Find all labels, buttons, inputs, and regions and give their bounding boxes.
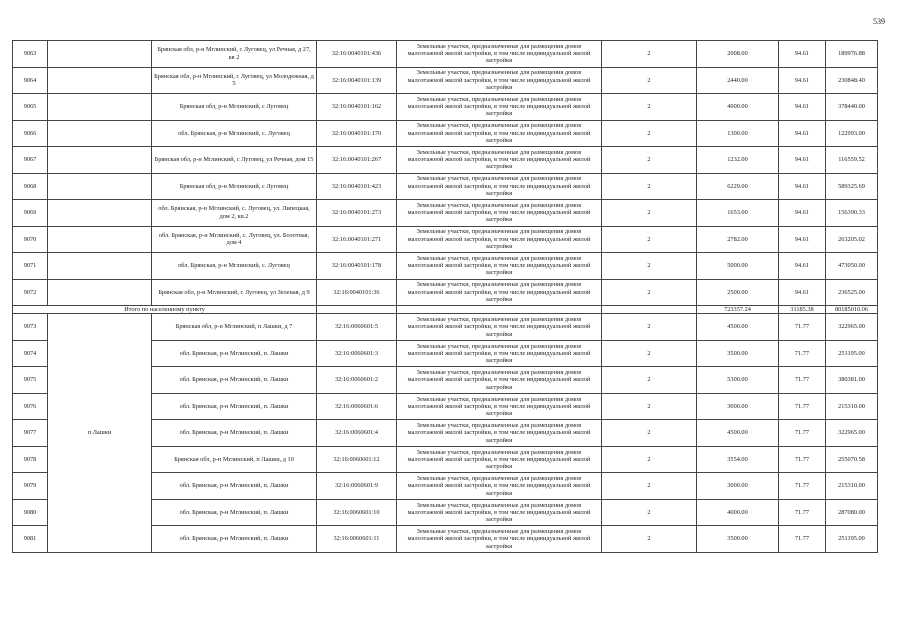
rate-cell: 94.61 <box>779 173 826 200</box>
row-number: 9064 <box>13 67 48 94</box>
settlement-cell <box>48 67 152 94</box>
address-cell: обл. Брянская, р-н Мглинский, п. Лашки <box>152 393 317 420</box>
address-cell: Брянская обл, р-н Мглинский, с Луговец, ул Речная, дом 15 <box>152 147 317 174</box>
cadastral-number: 32:16:0060601:10 <box>317 499 397 526</box>
category-cell: 2 <box>602 393 697 420</box>
address-cell: обл. Брянская, р-н Мглинский, п. Лашки <box>152 526 317 553</box>
address-cell: Брянская обл, р-н Мглинский, с Луговец, ул Зеленая, д 9 <box>152 279 317 306</box>
purpose-cell: Земельные участки, предназначенные для размещения домов малоэтажной жилой застройки, в том числе индивидуальной жилой застройки <box>397 314 602 341</box>
area-cell: 3500.00 <box>697 526 779 553</box>
cadastral-value: 322965.00 <box>826 420 878 447</box>
table-row <box>13 41 878 68</box>
row-number: 9071 <box>13 253 48 280</box>
rate-cell: 71.77 <box>779 526 826 553</box>
category-cell: 2 <box>602 314 697 341</box>
purpose-cell: Земельные участки, предназначенные для размещения домов малоэтажной жилой застройки, в том числе индивидуальной жилой застройки <box>397 473 602 500</box>
cadastral-number: 32:16:0040101:273 <box>317 200 397 227</box>
rate-cell: 94.61 <box>779 94 826 121</box>
settlement-cell <box>48 41 152 68</box>
row-number: 9072 <box>13 279 48 306</box>
subtotal-label: Итого по населенному пункту <box>13 306 317 314</box>
rate-cell: 71.77 <box>779 340 826 367</box>
cadastral-number: 32:16:0060601:2 <box>317 367 397 394</box>
rate-cell: 94.61 <box>779 279 826 306</box>
row-number: 9080 <box>13 499 48 526</box>
category-cell: 2 <box>602 173 697 200</box>
row-number: 9063 <box>13 41 48 68</box>
area-cell: 6229.00 <box>697 173 779 200</box>
cadastral-number: 32:16:0040101:271 <box>317 226 397 253</box>
table-row <box>13 147 878 174</box>
table-row <box>13 173 878 200</box>
rate-cell: 71.77 <box>779 499 826 526</box>
cadastral-value: 473050.00 <box>826 253 878 280</box>
cadastral-value: 380381.00 <box>826 367 878 394</box>
table-row <box>13 279 878 306</box>
subtotal-section <box>13 306 878 314</box>
rate-cell: 94.61 <box>779 147 826 174</box>
cadastral-value: 122993.00 <box>826 120 878 147</box>
purpose-cell: Земельные участки, предназначенные для размещения домов малоэтажной жилой застройки, в том числе индивидуальной жилой застройки <box>397 67 602 94</box>
cadastral-value: 287080.00 <box>826 499 878 526</box>
address-cell: обл. Брянская, р-н Мглинский, п. Лашки <box>152 473 317 500</box>
row-number: 9069 <box>13 200 48 227</box>
cadastral-number: 32:16:0060601:6 <box>317 393 397 420</box>
subtotal-empty-3 <box>602 306 697 314</box>
area-cell: 4500.00 <box>697 420 779 447</box>
purpose-cell: Земельные участки, предназначенные для размещения домов малоэтажной жилой застройки, в том числе индивидуальной жилой застройки <box>397 340 602 367</box>
cadastral-number: 32:16:0060601:11 <box>317 526 397 553</box>
table-row <box>13 120 878 147</box>
cadastral-number: 32:16:0040101:139 <box>317 67 397 94</box>
cadastral-number: 32:16:0040101:267 <box>317 147 397 174</box>
page-number: 539 <box>873 17 885 26</box>
table-row <box>13 67 878 94</box>
cadastral-number: 32:16:0040101:36 <box>317 279 397 306</box>
category-cell: 2 <box>602 473 697 500</box>
area-cell: 3000.00 <box>697 473 779 500</box>
area-cell: 4000.00 <box>697 94 779 121</box>
settlement-cell <box>48 226 152 253</box>
rate-cell: 94.61 <box>779 67 826 94</box>
table-row <box>13 253 878 280</box>
category-cell: 2 <box>602 147 697 174</box>
area-cell: 3554.00 <box>697 446 779 473</box>
cadastral-number: 32:16:0040101:423 <box>317 173 397 200</box>
category-cell: 2 <box>602 253 697 280</box>
category-cell: 2 <box>602 446 697 473</box>
area-cell: 2008.00 <box>697 41 779 68</box>
cadastral-value: 378440.00 <box>826 94 878 121</box>
purpose-cell: Земельные участки, предназначенные для размещения домов малоэтажной жилой застройки, в том числе индивидуальной жилой застройки <box>397 393 602 420</box>
address-cell: Брянская обл, р-н Мглинский, с Луговец <box>152 173 317 200</box>
rate-cell: 71.77 <box>779 420 826 447</box>
subtotal-value: 80185010.06 <box>826 306 878 314</box>
subtotal-area: 723357.24 <box>697 306 779 314</box>
row-number: 9081 <box>13 526 48 553</box>
cadastral-value: 215310.00 <box>826 393 878 420</box>
address-cell: обл. Брянская, р-н Мглинский, п. Лашки <box>152 367 317 394</box>
row-number: 9065 <box>13 94 48 121</box>
settlement-name: п Лашки <box>48 314 152 553</box>
address-cell: Брянская обл, р-н Мглинский, с Луговец, ул Речная, д 27, кв 2 <box>152 41 317 68</box>
cadastral-number: 32:16:0040101:178 <box>317 253 397 280</box>
cadastral-number: 32:16:0060601:9 <box>317 473 397 500</box>
rate-cell: 94.61 <box>779 41 826 68</box>
category-cell: 2 <box>602 340 697 367</box>
purpose-cell: Земельные участки, предназначенные для размещения домов малоэтажной жилой застройки, в том числе индивидуальной жилой застройки <box>397 367 602 394</box>
cadastral-number: 32:16:0040101:170 <box>317 120 397 147</box>
category-cell: 2 <box>602 41 697 68</box>
purpose-cell: Земельные участки, предназначенные для размещения домов малоэтажной жилой застройки, в том числе индивидуальной жилой застройки <box>397 253 602 280</box>
cadastral-value: 230848.40 <box>826 67 878 94</box>
settlement-cell <box>48 200 152 227</box>
cadastral-number: 32:16:0040101:436 <box>317 41 397 68</box>
rate-cell: 94.61 <box>779 120 826 147</box>
subtotal-empty-1 <box>317 306 397 314</box>
area-cell: 5000.00 <box>697 253 779 280</box>
rate-cell: 71.77 <box>779 314 826 341</box>
cadastral-value: 589325.69 <box>826 173 878 200</box>
row-number: 9077 <box>13 420 48 447</box>
purpose-cell: Земельные участки, предназначенные для размещения домов малоэтажной жилой застройки, в том числе индивидуальной жилой застройки <box>397 499 602 526</box>
category-cell: 2 <box>602 120 697 147</box>
group1-rows <box>13 41 878 306</box>
address-cell: Брянская обл, р-н Мглинский, с Луговец, ул Молодежная, д 5 <box>152 67 317 94</box>
cadastral-value: 322965.00 <box>826 314 878 341</box>
purpose-cell: Земельные участки, предназначенные для размещения домов малоэтажной жилой застройки, в том числе индивидуальной жилой застройки <box>397 446 602 473</box>
row-number: 9078 <box>13 446 48 473</box>
rate-cell: 71.77 <box>779 473 826 500</box>
rate-cell: 94.61 <box>779 253 826 280</box>
category-cell: 2 <box>602 420 697 447</box>
table-row <box>13 200 878 227</box>
purpose-cell: Земельные участки, предназначенные для размещения домов малоэтажной жилой застройки, в том числе индивидуальной жилой застройки <box>397 200 602 227</box>
area-cell: 3500.00 <box>697 340 779 367</box>
row-number: 9075 <box>13 367 48 394</box>
cadastral-value: 156390.33 <box>826 200 878 227</box>
purpose-cell: Земельные участки, предназначенные для размещения домов малоэтажной жилой застройки, в том числе индивидуальной жилой застройки <box>397 147 602 174</box>
address-cell: обл. Брянская, р-н Мглинский, п. Лашки <box>152 420 317 447</box>
purpose-cell: Земельные участки, предназначенные для размещения домов малоэтажной жилой застройки, в том числе индивидуальной жилой застройки <box>397 173 602 200</box>
address-cell: обл. Брянская, р-н Мглинский, п. Лашки <box>152 340 317 367</box>
cadastral-value: 189976.88 <box>826 41 878 68</box>
area-cell: 1232.00 <box>697 147 779 174</box>
settlement-cell <box>48 147 152 174</box>
area-cell: 1653.00 <box>697 200 779 227</box>
cadastral-number: 32:16:0060601:5 <box>317 314 397 341</box>
row-number: 9067 <box>13 147 48 174</box>
row-number: 9079 <box>13 473 48 500</box>
address-cell: обл. Брянская, р-н Мглинский, с. Луговец, ул. Липецкая, дом 2, кв.2 <box>152 200 317 227</box>
row-number: 9074 <box>13 340 48 367</box>
purpose-cell: Земельные участки, предназначенные для размещения домов малоэтажной жилой застройки, в том числе индивидуальной жилой застройки <box>397 41 602 68</box>
settlement-cell <box>48 253 152 280</box>
group2-rows <box>13 314 878 553</box>
row-number: 9070 <box>13 226 48 253</box>
cadastral-value: 236525.00 <box>826 279 878 306</box>
category-cell: 2 <box>602 67 697 94</box>
row-number: 9076 <box>13 393 48 420</box>
purpose-cell: Земельные участки, предназначенные для размещения домов малоэтажной жилой застройки, в том числе индивидуальной жилой застройки <box>397 94 602 121</box>
cadastral-value: 263205.02 <box>826 226 878 253</box>
area-cell: 2782.00 <box>697 226 779 253</box>
subtotal-row <box>13 306 878 314</box>
area-cell: 3000.00 <box>697 393 779 420</box>
cadastral-value: 116559.52 <box>826 147 878 174</box>
purpose-cell: Земельные участки, предназначенные для размещения домов малоэтажной жилой застройки, в том числе индивидуальной жилой застройки <box>397 420 602 447</box>
area-cell: 2440.00 <box>697 67 779 94</box>
row-number: 9068 <box>13 173 48 200</box>
cadastral-number: 32:16:0060601:12 <box>317 446 397 473</box>
cadastral-number: 32:16:0060601:3 <box>317 340 397 367</box>
table-row <box>13 314 878 341</box>
cadastral-value: 255070.58 <box>826 446 878 473</box>
purpose-cell: Земельные участки, предназначенные для размещения домов малоэтажной жилой застройки, в том числе индивидуальной жилой застройки <box>397 120 602 147</box>
purpose-cell: Земельные участки, предназначенные для размещения домов малоэтажной жилой застройки, в том числе индивидуальной жилой застройки <box>397 279 602 306</box>
cadastral-value: 215310.00 <box>826 473 878 500</box>
subtotal-rate: 31185.38 <box>779 306 826 314</box>
category-cell: 2 <box>602 94 697 121</box>
area-cell: 5300.00 <box>697 367 779 394</box>
address-cell: Брянская обл, р-н Мглинский, п Лашки, д 7 <box>152 314 317 341</box>
settlement-cell <box>48 279 152 306</box>
subtotal-empty-2 <box>397 306 602 314</box>
cadastral-number: 32:16:0040101:162 <box>317 94 397 121</box>
cadastral-number: 32:16:0060601:4 <box>317 420 397 447</box>
area-cell: 4500.00 <box>697 314 779 341</box>
purpose-cell: Земельные участки, предназначенные для размещения домов малоэтажной жилой застройки, в том числе индивидуальной жилой застройки <box>397 226 602 253</box>
table-row <box>13 94 878 121</box>
settlement-cell <box>48 94 152 121</box>
settlement-cell <box>48 120 152 147</box>
table-row <box>13 226 878 253</box>
settlement-cell <box>48 173 152 200</box>
address-cell: Брянская обл, р-н Мглинский, с Луговец <box>152 94 317 121</box>
row-number: 9066 <box>13 120 48 147</box>
land-registry-table <box>12 40 878 553</box>
rate-cell: 71.77 <box>779 446 826 473</box>
rate-cell: 94.61 <box>779 200 826 227</box>
rate-cell: 71.77 <box>779 393 826 420</box>
category-cell: 2 <box>602 279 697 306</box>
category-cell: 2 <box>602 226 697 253</box>
purpose-cell: Земельные участки, предназначенные для размещения домов малоэтажной жилой застройки, в том числе индивидуальной жилой застройки <box>397 526 602 553</box>
rate-cell: 94.61 <box>779 226 826 253</box>
rate-cell: 71.77 <box>779 367 826 394</box>
address-cell: Брянская обл, р-н Мглинский, п Лашки, д 10 <box>152 446 317 473</box>
category-cell: 2 <box>602 526 697 553</box>
row-number: 9073 <box>13 314 48 341</box>
address-cell: обл. Брянская, р-н Мглинский, с. Луговец <box>152 120 317 147</box>
address-cell: обл. Брянская, р-н Мглинский, с. Луговец, ул. Болотная, дом 4 <box>152 226 317 253</box>
category-cell: 2 <box>602 367 697 394</box>
area-cell: 4000.00 <box>697 499 779 526</box>
category-cell: 2 <box>602 200 697 227</box>
area-cell: 2500.00 <box>697 279 779 306</box>
cadastral-value: 251195.00 <box>826 526 878 553</box>
category-cell: 2 <box>602 499 697 526</box>
address-cell: обл. Брянская, р-н Мглинский, с. Луговец <box>152 253 317 280</box>
area-cell: 1300.00 <box>697 120 779 147</box>
cadastral-value: 251195.00 <box>826 340 878 367</box>
address-cell: обл. Брянская, р-н Мглинский, п. Лашки <box>152 499 317 526</box>
